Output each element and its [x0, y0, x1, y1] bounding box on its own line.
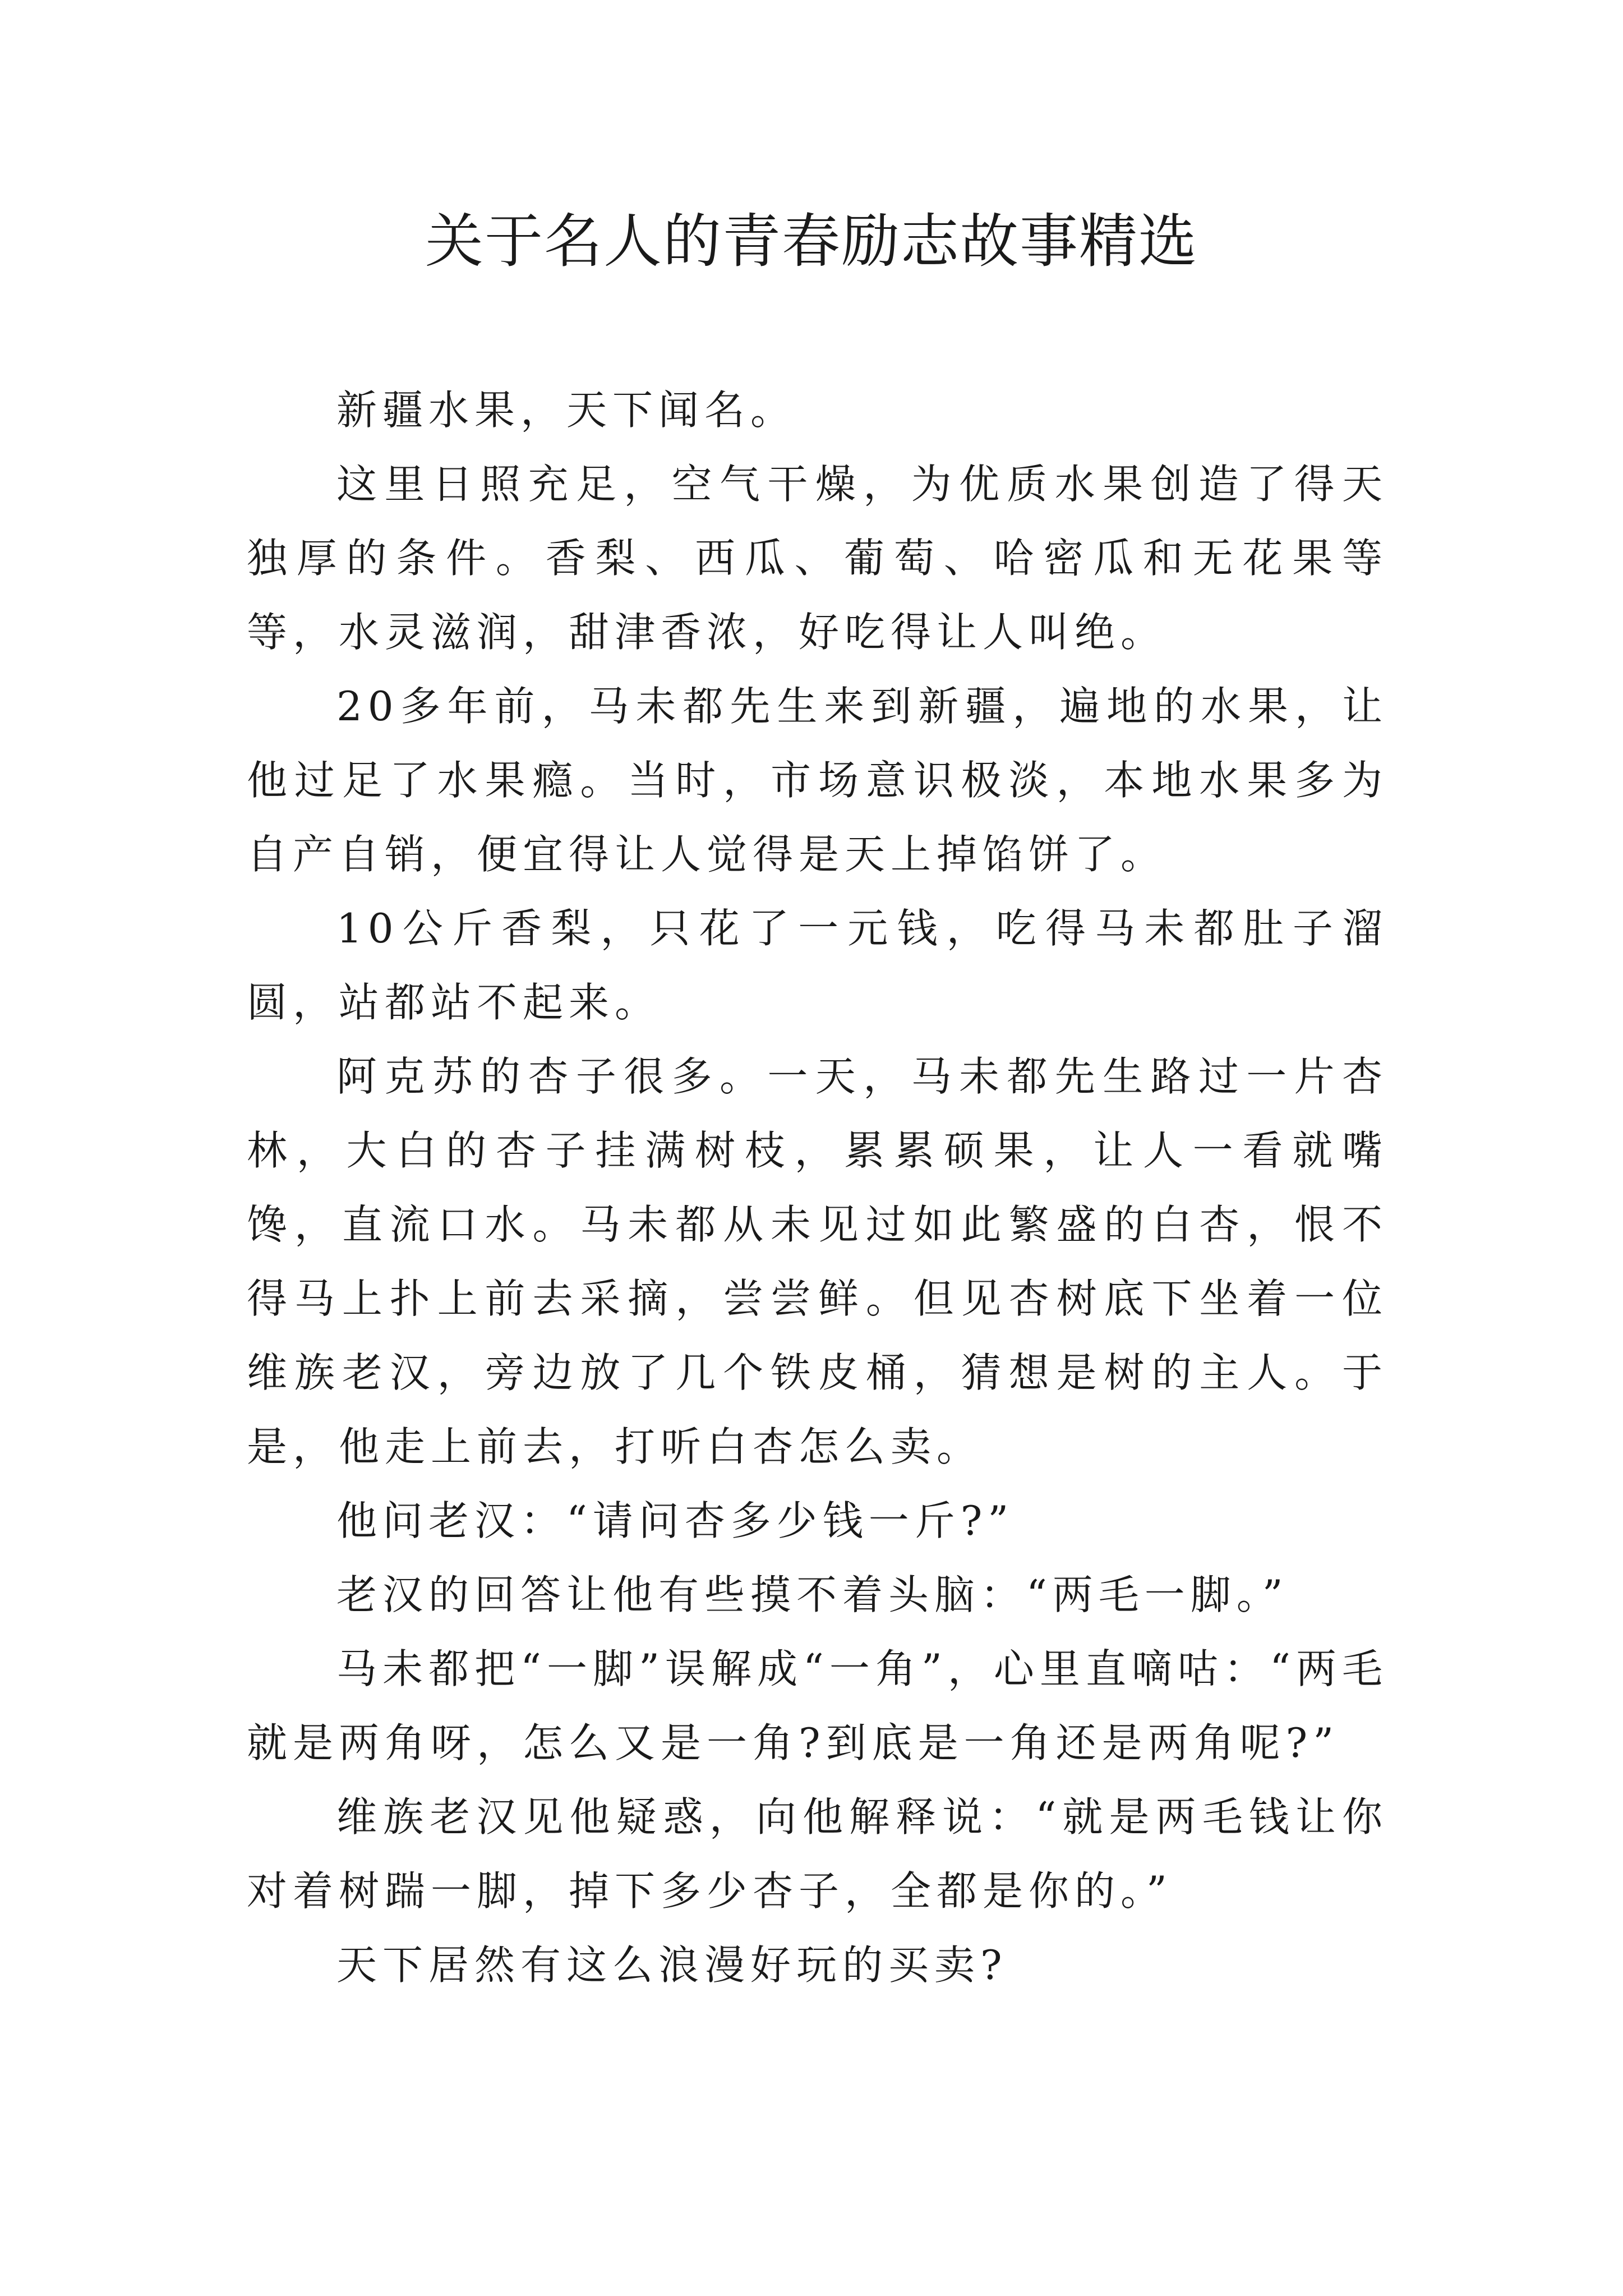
paragraph: 老汉的回答让他有些摸不着头脑：“两毛一脚。”	[336, 1571, 1289, 1618]
paragraph: 马未都把“一脚”误解成“一角”，心里直嘀咕：“两毛就是两角呀，怎么又是一角?到底是一角还是两角呢?”	[247, 1645, 1388, 1766]
paragraph: 他问老汉：“请问杏多少钱一斤?”	[336, 1497, 1015, 1544]
paragraph: 10公斤香梨，只花了一元钱，吃得马未都肚子溜圆，站都站不起来。	[247, 905, 1388, 1026]
document-body	[247, 373, 1388, 2002]
paragraph: 维族老汉见他疑惑，向他解释说：“就是两毛钱让你对着树踹一脚，掉下多少杏子，全都是你的。”	[247, 1793, 1388, 1915]
paragraph: 20多年前，马未都先生来到新疆，遍地的水果，让他过足了水果瘾。当时，市场意识极淡，本地水果多为自产自销，便宜得让人觉得是天上掉馅饼了。	[247, 683, 1388, 878]
paragraph: 天下居然有这么浪漫好玩的买卖?	[336, 1941, 1008, 1989]
paragraph: 阿克苏的杏子很多。一天，马未都先生路过一片杏林，大白的杏子挂满树枝，累累硕果，让人一看就嘴馋，直流口水。马未都从未见过如此繁盛的白杏，恨不得马上扑上前去采摘，尝尝鲜。但见杏树底下坐着一位维族老汉，旁边放了几个铁皮桶，猜想是树的主人。于是，他走上前去，打听白杏怎么卖。	[247, 1053, 1388, 1470]
paragraph: 新疆水果，天下闻名。	[336, 386, 797, 434]
document-title: 关于名人的青春励志故事精选	[425, 207, 1198, 275]
paragraph: 这里日照充足，空气干燥，为优质水果创造了得天独厚的条件。香梨、西瓜、葡萄、哈密瓜和无花果等等，水灵滋润，甜津香浓，好吃得让人叫绝。	[247, 461, 1388, 656]
